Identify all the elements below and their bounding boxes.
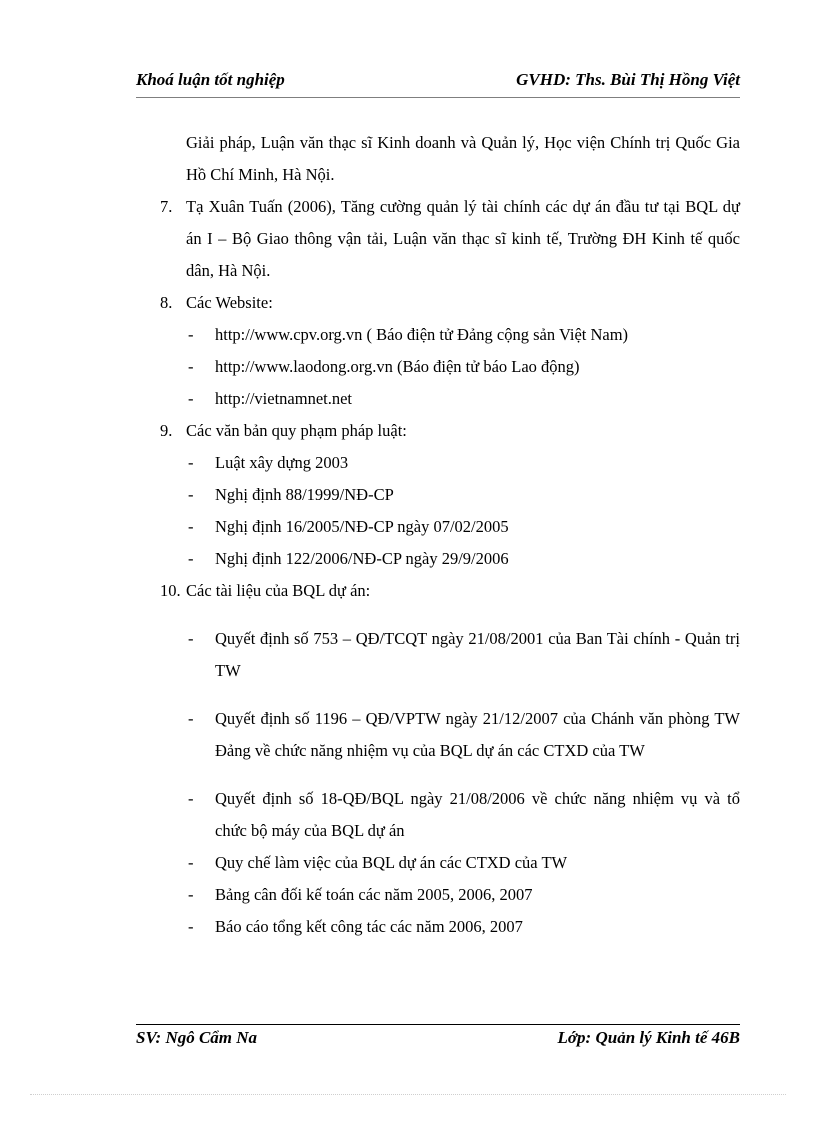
sub-item — [136, 623, 740, 687]
item-text: Các văn bản quy phạm pháp luật: — [186, 421, 407, 440]
reference-item-8 — [136, 287, 740, 319]
dash-bullet: - — [188, 325, 194, 344]
sub-item — [136, 847, 740, 879]
sub-item — [136, 703, 740, 767]
footer-student: SV: Ngô Cẩm Na — [136, 1028, 258, 1047]
dash-bullet: - — [188, 917, 194, 936]
header-thesis-title: Khoá luận tốt nghiệp — [136, 70, 285, 89]
dash-bullet: - — [188, 789, 194, 808]
dash-bullet: - — [188, 885, 194, 904]
item-number: 9. — [160, 421, 173, 440]
dash-bullet: - — [188, 517, 194, 536]
page-header — [136, 70, 740, 94]
dash-bullet: - — [188, 485, 194, 504]
sub-item — [136, 351, 740, 383]
sub-item-text: Nghị định 122/2006/NĐ-CP ngày 29/9/2006 — [215, 549, 509, 568]
sub-item-text: Quyết định số 18-QĐ/BQL ngày 21/08/2006 về chức năng nhiệm vụ và tổ chức bộ máy của BQL dự án — [215, 789, 740, 840]
sub-item-text: Quyết định số 1196 – QĐ/VPTW ngày 21/12/2007 của Chánh văn phòng TW Đảng về chức năng nhiệm vụ của BQL dự án các CTXD của TW — [215, 709, 740, 760]
sub-item — [136, 383, 740, 415]
sub-item-text: http://vietnamnet.net — [215, 389, 353, 408]
sub-item-text: http://www.cpv.org.vn ( Báo điện tử Đảng cộng sản Việt Nam) — [215, 325, 629, 344]
reference-item-10 — [136, 575, 740, 607]
page-footer — [136, 1028, 740, 1052]
sub-item — [136, 319, 740, 351]
item-text: Tạ Xuân Tuấn (2006), Tăng cường quản lý tài chính các dự án đầu tư tại BQL dự án I – Bộ Giao thông vận tải, Luận văn thạc sĩ kinh tế, Trường ĐH Kinh tế quốc dân, Hà Nội. — [186, 197, 740, 280]
reference-item-7 — [136, 191, 740, 287]
dash-bullet: - — [188, 357, 194, 376]
dash-bullet: - — [188, 629, 194, 648]
item-text: Các Website: — [186, 293, 273, 312]
sub-item-text: Quyết định số 753 – QĐ/TCQT ngày 21/08/2001 của Ban Tài chính - Quản trị TW — [215, 629, 740, 680]
sub-item-text: Nghị định 88/1999/NĐ-CP — [215, 485, 394, 504]
page-edge-dotted-line — [30, 1094, 786, 1095]
sub-item — [136, 543, 740, 575]
sub-item-text: Luật xây dựng 2003 — [215, 453, 349, 472]
sub-item — [136, 511, 740, 543]
sub-item-text: Bảng cân đối kế toán các năm 2005, 2006, 2007 — [215, 885, 533, 904]
item-number: 10. — [160, 581, 181, 600]
sub-item — [136, 479, 740, 511]
header-supervisor: GVHD: Ths. Bùi Thị Hồng Việt — [516, 70, 740, 89]
header-divider — [136, 97, 740, 98]
sub-item — [136, 447, 740, 479]
item-number: 8. — [160, 293, 173, 312]
reference-list — [136, 127, 740, 943]
reference-item-9 — [136, 415, 740, 447]
dash-bullet: - — [188, 549, 194, 568]
sub-item-text: http://www.laodong.org.vn (Báo điện tử báo Lao động) — [215, 357, 580, 376]
footer-class: Lớp: Quản lý Kinh tế 46B — [557, 1028, 740, 1047]
dash-bullet: - — [188, 389, 194, 408]
sub-item-text: Báo cáo tổng kết công tác các năm 2006, 2007 — [215, 917, 523, 936]
dash-bullet: - — [188, 853, 194, 872]
item-number: 7. — [160, 197, 173, 216]
dash-bullet: - — [188, 709, 194, 728]
sub-item — [136, 879, 740, 911]
sub-item-text: Nghị định 16/2005/NĐ-CP ngày 07/02/2005 — [215, 517, 509, 536]
sub-item-text: Quy chế làm việc của BQL dự án các CTXD của TW — [215, 853, 568, 872]
sub-item — [136, 911, 740, 943]
reference-continuation: Giải pháp, Luận văn thạc sĩ Kinh doanh và Quản lý, Học viện Chính trị Quốc Gia Hồ Chí Minh, Hà Nội. — [186, 133, 740, 184]
sub-item — [136, 783, 740, 847]
item-text: Các tài liệu của BQL dự án: — [186, 581, 371, 600]
footer-divider — [136, 1024, 740, 1025]
dash-bullet: - — [188, 453, 194, 472]
